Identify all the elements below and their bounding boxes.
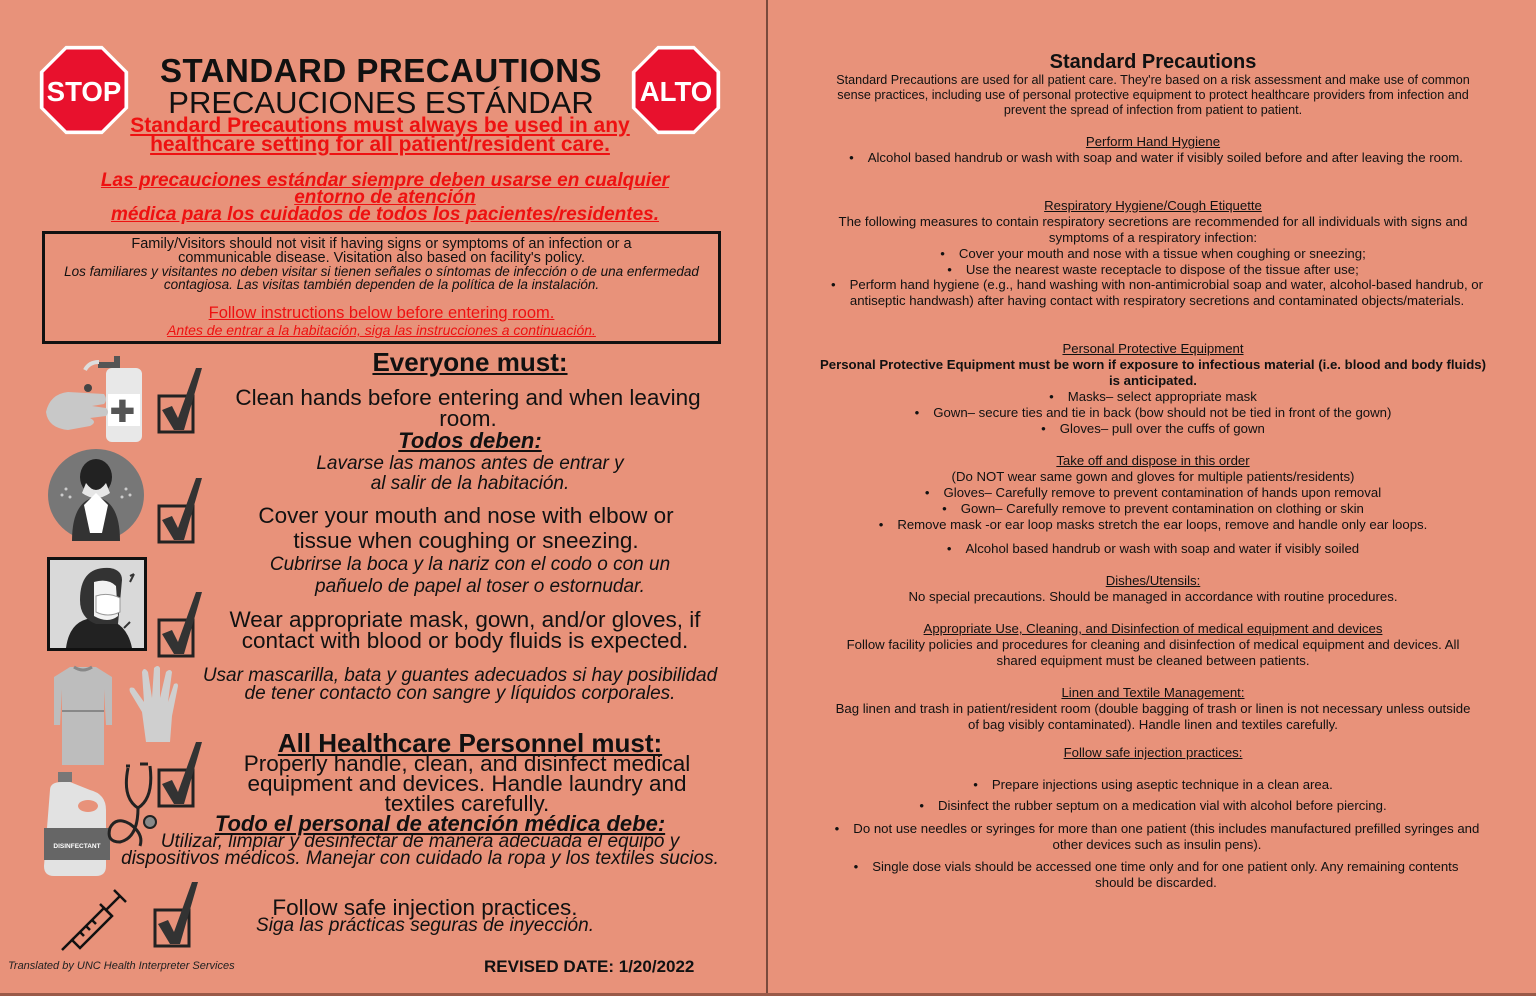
- syringe-icon: [58, 884, 132, 952]
- injection-bullet: • Single dose vials should be accessed one time only and for one patient only. Any remaining contents should be discarded.: [770, 859, 1536, 891]
- svg-text:STOP: STOP: [46, 76, 122, 108]
- ppe-bold-text: Personal Protective Equipment must be worn if exposure to infectious material (i.e. blood and body fluids) is anticipated.: [819, 357, 1487, 388]
- injection-bullet: • Do not use needles or syringes for more than one patient (this includes manufactured prefilled syringes and other devices such as insulin pens).: [770, 821, 1536, 853]
- checkbox-checked-icon: [156, 476, 204, 546]
- checkbox-checked-icon: [152, 880, 200, 950]
- injection-es: Siga las prácticas seguras de inyección.: [256, 915, 594, 936]
- info-title: Standard Precautions: [1049, 51, 1257, 73]
- red-notice-es: Las precauciones estándar siempre deben usarse en cualquier entorno de atención médica para los cuidados de todos los pacientes/residentes.: [100, 170, 670, 225]
- equipment-text: Follow facility policies and procedures for cleaning and disinfection of medical equipment and devices. All shared equipment must be cleaned between patients.: [846, 637, 1460, 668]
- item-cover-mouth-es-1: Cubrirse la boca y la nariz con el codo o con un: [269, 554, 671, 575]
- poster-title-es: PRECAUCIONES ESTÁNDAR: [168, 85, 594, 120]
- linen-heading: Linen and Textile Management:: [1061, 685, 1245, 700]
- item-cover-mouth-en: Cover your mouth and nose with elbow or tissue when coughing or sneezing.: [258, 503, 674, 553]
- translated-by: Translated by UNC Health Interpreter Services: [8, 960, 235, 972]
- svg-text:ALTO: ALTO: [639, 76, 713, 108]
- respiratory-heading: Respiratory Hygiene/Cough Etiquette: [1044, 198, 1262, 213]
- respiratory-text: The following measures to contain respiratory secretions are recommended for all individuals with signs and symptoms of a respiratory infection:: [838, 214, 1468, 245]
- injection-bullet: • Disinfect the rubber septum on a medication vial with alcohol before piercing.: [770, 798, 1536, 814]
- sneeze-person-icon: [46, 447, 146, 543]
- dishes-text: No special precautions. Should be managed in accordance with routine procedures.: [908, 589, 1398, 604]
- respiratory-bullet: • Use the nearest waste receptacle to dispose of the tissue after use;: [770, 262, 1536, 278]
- ppe-bullet: • Gown– secure ties and tie in back (bow should not be tied in front of the gown): [770, 405, 1536, 421]
- item-cover-mouth-es-2: pañuelo de papel al toser o estornudar.: [315, 576, 645, 597]
- ppe-bullet: • Masks– select appropriate mask: [770, 389, 1536, 405]
- revised-date: REVISED DATE: 1/20/2022: [484, 957, 695, 976]
- follow-instructions-es: Antes de entrar a la habitación, siga las instrucciones a continuación.: [167, 322, 596, 338]
- item-hand-hygiene-es-1: Lavarse las manos antes de entrar y: [316, 453, 624, 474]
- ppe-bullet: • Gloves– pull over the cuffs of gown: [770, 421, 1536, 437]
- everyone-heading-en: Everyone must:: [372, 347, 568, 377]
- item-hand-hygiene-en: Clean hands before entering and when leaving room.: [235, 385, 701, 431]
- glove-icon: [126, 664, 180, 744]
- visitor-notice-en: Family/Visitors should not visit if having signs or symptoms of an infection or a communicable disease. Visitation also based on facility's policy.: [131, 236, 632, 266]
- hand-hygiene-heading: Perform Hand Hygiene: [1085, 134, 1221, 149]
- checkbox-checked-icon: [156, 366, 204, 436]
- take-off-bullet: • Alcohol based handrub or wash with soap and water if visibly soiled: [770, 541, 1536, 557]
- respiratory-bullet: • Perform hand hygiene (e.g., hand washing with non-antimicrobial soap and water, alcohol-based handrub, or antiseptic handwash) after having contact with respiratory secretions and contaminated objects/materials.: [770, 277, 1536, 309]
- take-off-bullet: • Gown– Carefully remove to prevent contamination on clothing or skin: [770, 501, 1536, 517]
- hand-hygiene-bullet: • Alcohol based handrub or wash with soap and water if visibly soiled before and after leaving the room.: [770, 150, 1536, 166]
- ppe-heading: Personal Protective Equipment: [1062, 341, 1244, 356]
- info-intro: Standard Precautions are used for all patient care. They're based on a risk assessment and make use of common sense practices, including use of personal protective equipment to protect healthcare providers from infection and prevent the spread of infection from patient to patient.: [836, 73, 1470, 117]
- hcp-item-es: Utilizar, limpiar y desinfectar de manera adecuada el equipo y dispositivos médicos. Manejar con cuidado la ropa y los textiles sucios.: [121, 831, 719, 869]
- visitor-notice-box: [42, 231, 721, 344]
- injection-heading: Follow safe injection practices:: [1063, 745, 1243, 760]
- dishes-heading: Dishes/Utensils:: [1105, 573, 1201, 588]
- checkbox-checked-icon: [156, 590, 204, 660]
- right-info-page: [770, 0, 1536, 996]
- poster-title-en: STANDARD PRECAUTIONS: [159, 52, 603, 89]
- hcp-heading-en: All Healthcare Personnel must:: [277, 728, 663, 758]
- respiratory-bullet: • Cover your mouth and nose with a tissue when coughing or sneezing;: [770, 246, 1536, 262]
- take-off-bullet: • Gloves– Carefully remove to prevent contamination of hands upon removal: [770, 485, 1536, 501]
- checkbox-checked-icon: [156, 740, 204, 810]
- hand-sanitizer-icon: [44, 354, 144, 442]
- hcp-item-en: Properly handle, clean, and disinfect medical equipment and devices. Handle laundry and textiles carefully.: [243, 751, 691, 816]
- follow-instructions-en: Follow instructions below before entering room.: [208, 304, 555, 322]
- linen-text: Bag linen and trash in patient/resident room (double bagging of trash or linen is not necessary unless outside of bag visibly contaminated). Handle linen and textiles carefully.: [835, 701, 1471, 732]
- mask-person-icon: [47, 557, 147, 651]
- take-off-bullet: • Remove mask -or ear loop masks stretch the ear loops, remove and handle only ear loops.: [770, 517, 1536, 533]
- injection-en: Follow safe injection practices.: [272, 895, 578, 920]
- take-off-note: (Do NOT wear same gown and gloves for multiple patients/residents): [951, 469, 1355, 484]
- item-ppe-en: Wear appropriate mask, gown, and/or gloves, if contact with blood or body fluids is expected.: [229, 607, 701, 653]
- injection-bullet: • Prepare injections using aseptic technique in a clean area.: [770, 777, 1536, 793]
- item-ppe-es: Usar mascarilla, bata y guantes adecuados si hay posibilidad de tener contacto con sangre y líquidos corporales.: [202, 665, 718, 704]
- hcp-heading-es: Todo el personal de atención médica debe:: [214, 811, 666, 836]
- equipment-heading: Appropriate Use, Cleaning, and Disinfection of medical equipment and devices: [923, 621, 1383, 636]
- everyone-heading-es: Todos deben:: [398, 428, 542, 453]
- take-off-heading: Take off and dispose in this order: [1056, 453, 1250, 468]
- disinfectant-bottle-icon: [44, 772, 110, 876]
- svg-text:DISINFECTANT: DISINFECTANT: [53, 843, 101, 850]
- gown-icon: [52, 665, 114, 765]
- item-hand-hygiene-es-2: al salir de la habitación.: [370, 473, 570, 494]
- red-notice-en: Standard Precautions must always be used in any healthcare setting for all patient/resident care.: [130, 114, 630, 156]
- visitor-notice-es: Los familiares y visitantes no deben visitar si tienen señales o síntomas de infección o de una enfermedad contagiosa. Las visitas también dependen de la política de la instalación.: [64, 264, 699, 292]
